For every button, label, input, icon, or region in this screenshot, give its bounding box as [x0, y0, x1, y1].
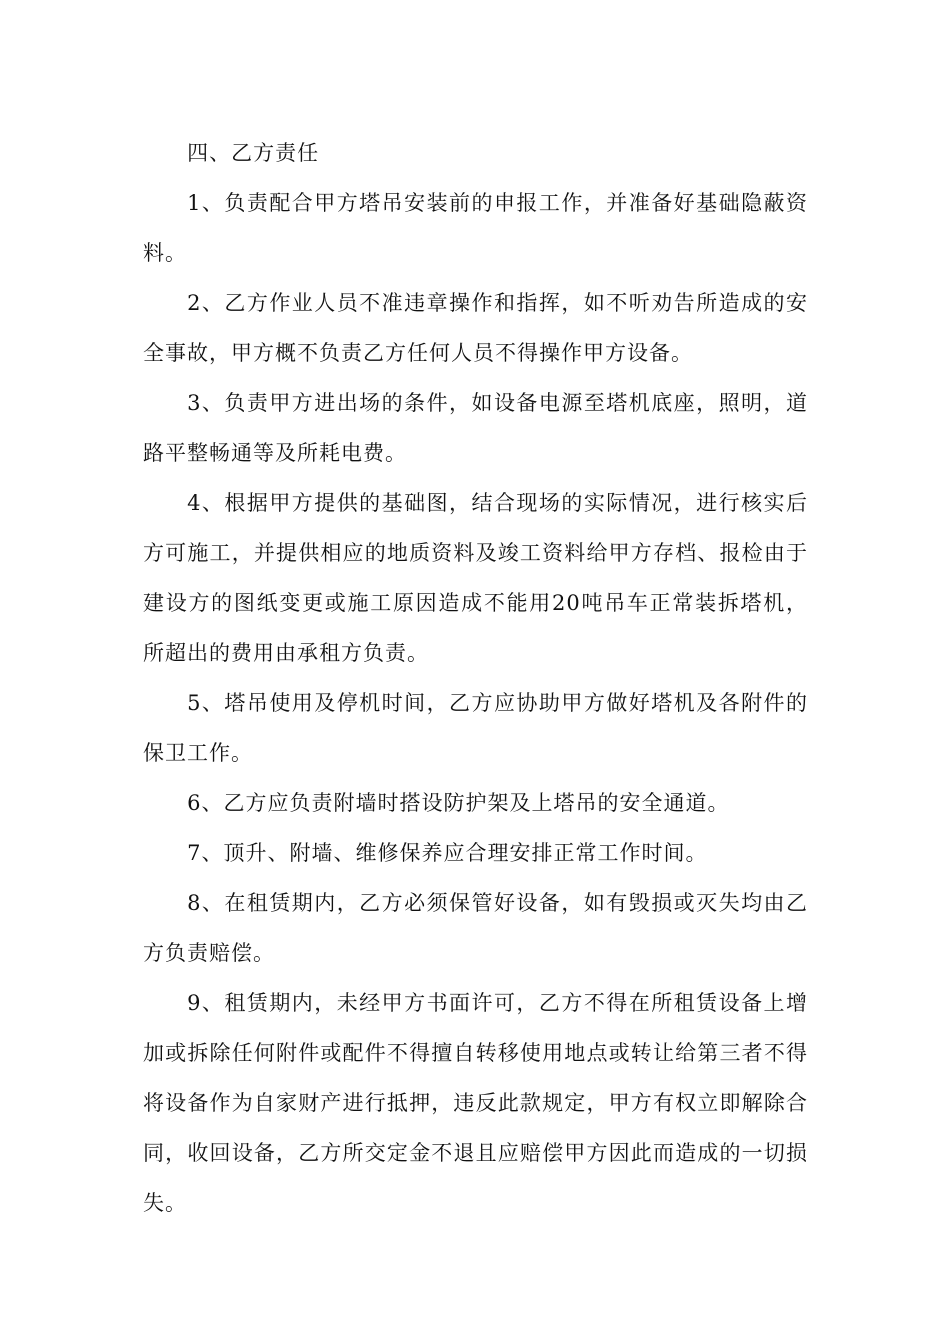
- clause-4: 4、根据甲方提供的基础图，结合现场的实际情况，进行核实后方可施工，并提供相应的地质资料及竣工资料给甲方存档、报检由于建设方的图纸变更或施工原因造成不能用20吨吊车正常装拆塔机，所超出的费用由承租方负责。: [143, 491, 808, 665]
- clause-2: 2、乙方作业人员不准违章操作和指挥，如不听劝告所造成的安全事故，甲方概不负责乙方任何人员不得操作甲方设备。: [143, 291, 808, 365]
- clause-6: 6、乙方应负责附墙时搭设防护架及上塔吊的安全通道。: [187, 791, 730, 815]
- section-heading: 四、乙方责任: [187, 141, 320, 165]
- clause-7: 7、顶升、附墙、维修保养应合理安排正常工作时间。: [187, 841, 708, 865]
- clause-8: 8、在租赁期内，乙方必须保管好设备，如有毁损或灭失均由乙方负责赔偿。: [143, 891, 808, 965]
- clause-1: 1、负责配合甲方塔吊安装前的申报工作，并准备好基础隐蔽资料。: [143, 191, 808, 265]
- clause-9: 9、租赁期内，未经甲方书面许可，乙方不得在所租赁设备上增加或拆除任何附件或配件不得擅自转移使用地点或转让给第三者不得将设备作为自家财产进行抵押，违反此款规定，甲方有权立即解除合同，收回设备，乙方所交定金不退且应赔偿甲方因此而造成的一切损失。: [143, 991, 808, 1215]
- clause-5: 5、塔吊使用及停机时间，乙方应协助甲方做好塔机及各附件的保卫工作。: [143, 691, 808, 765]
- document-body: [143, 128, 808, 1228]
- clause-3: 3、负责甲方进出场的条件，如设备电源至塔机底座，照明，道路平整畅通等及所耗电费。: [143, 391, 808, 465]
